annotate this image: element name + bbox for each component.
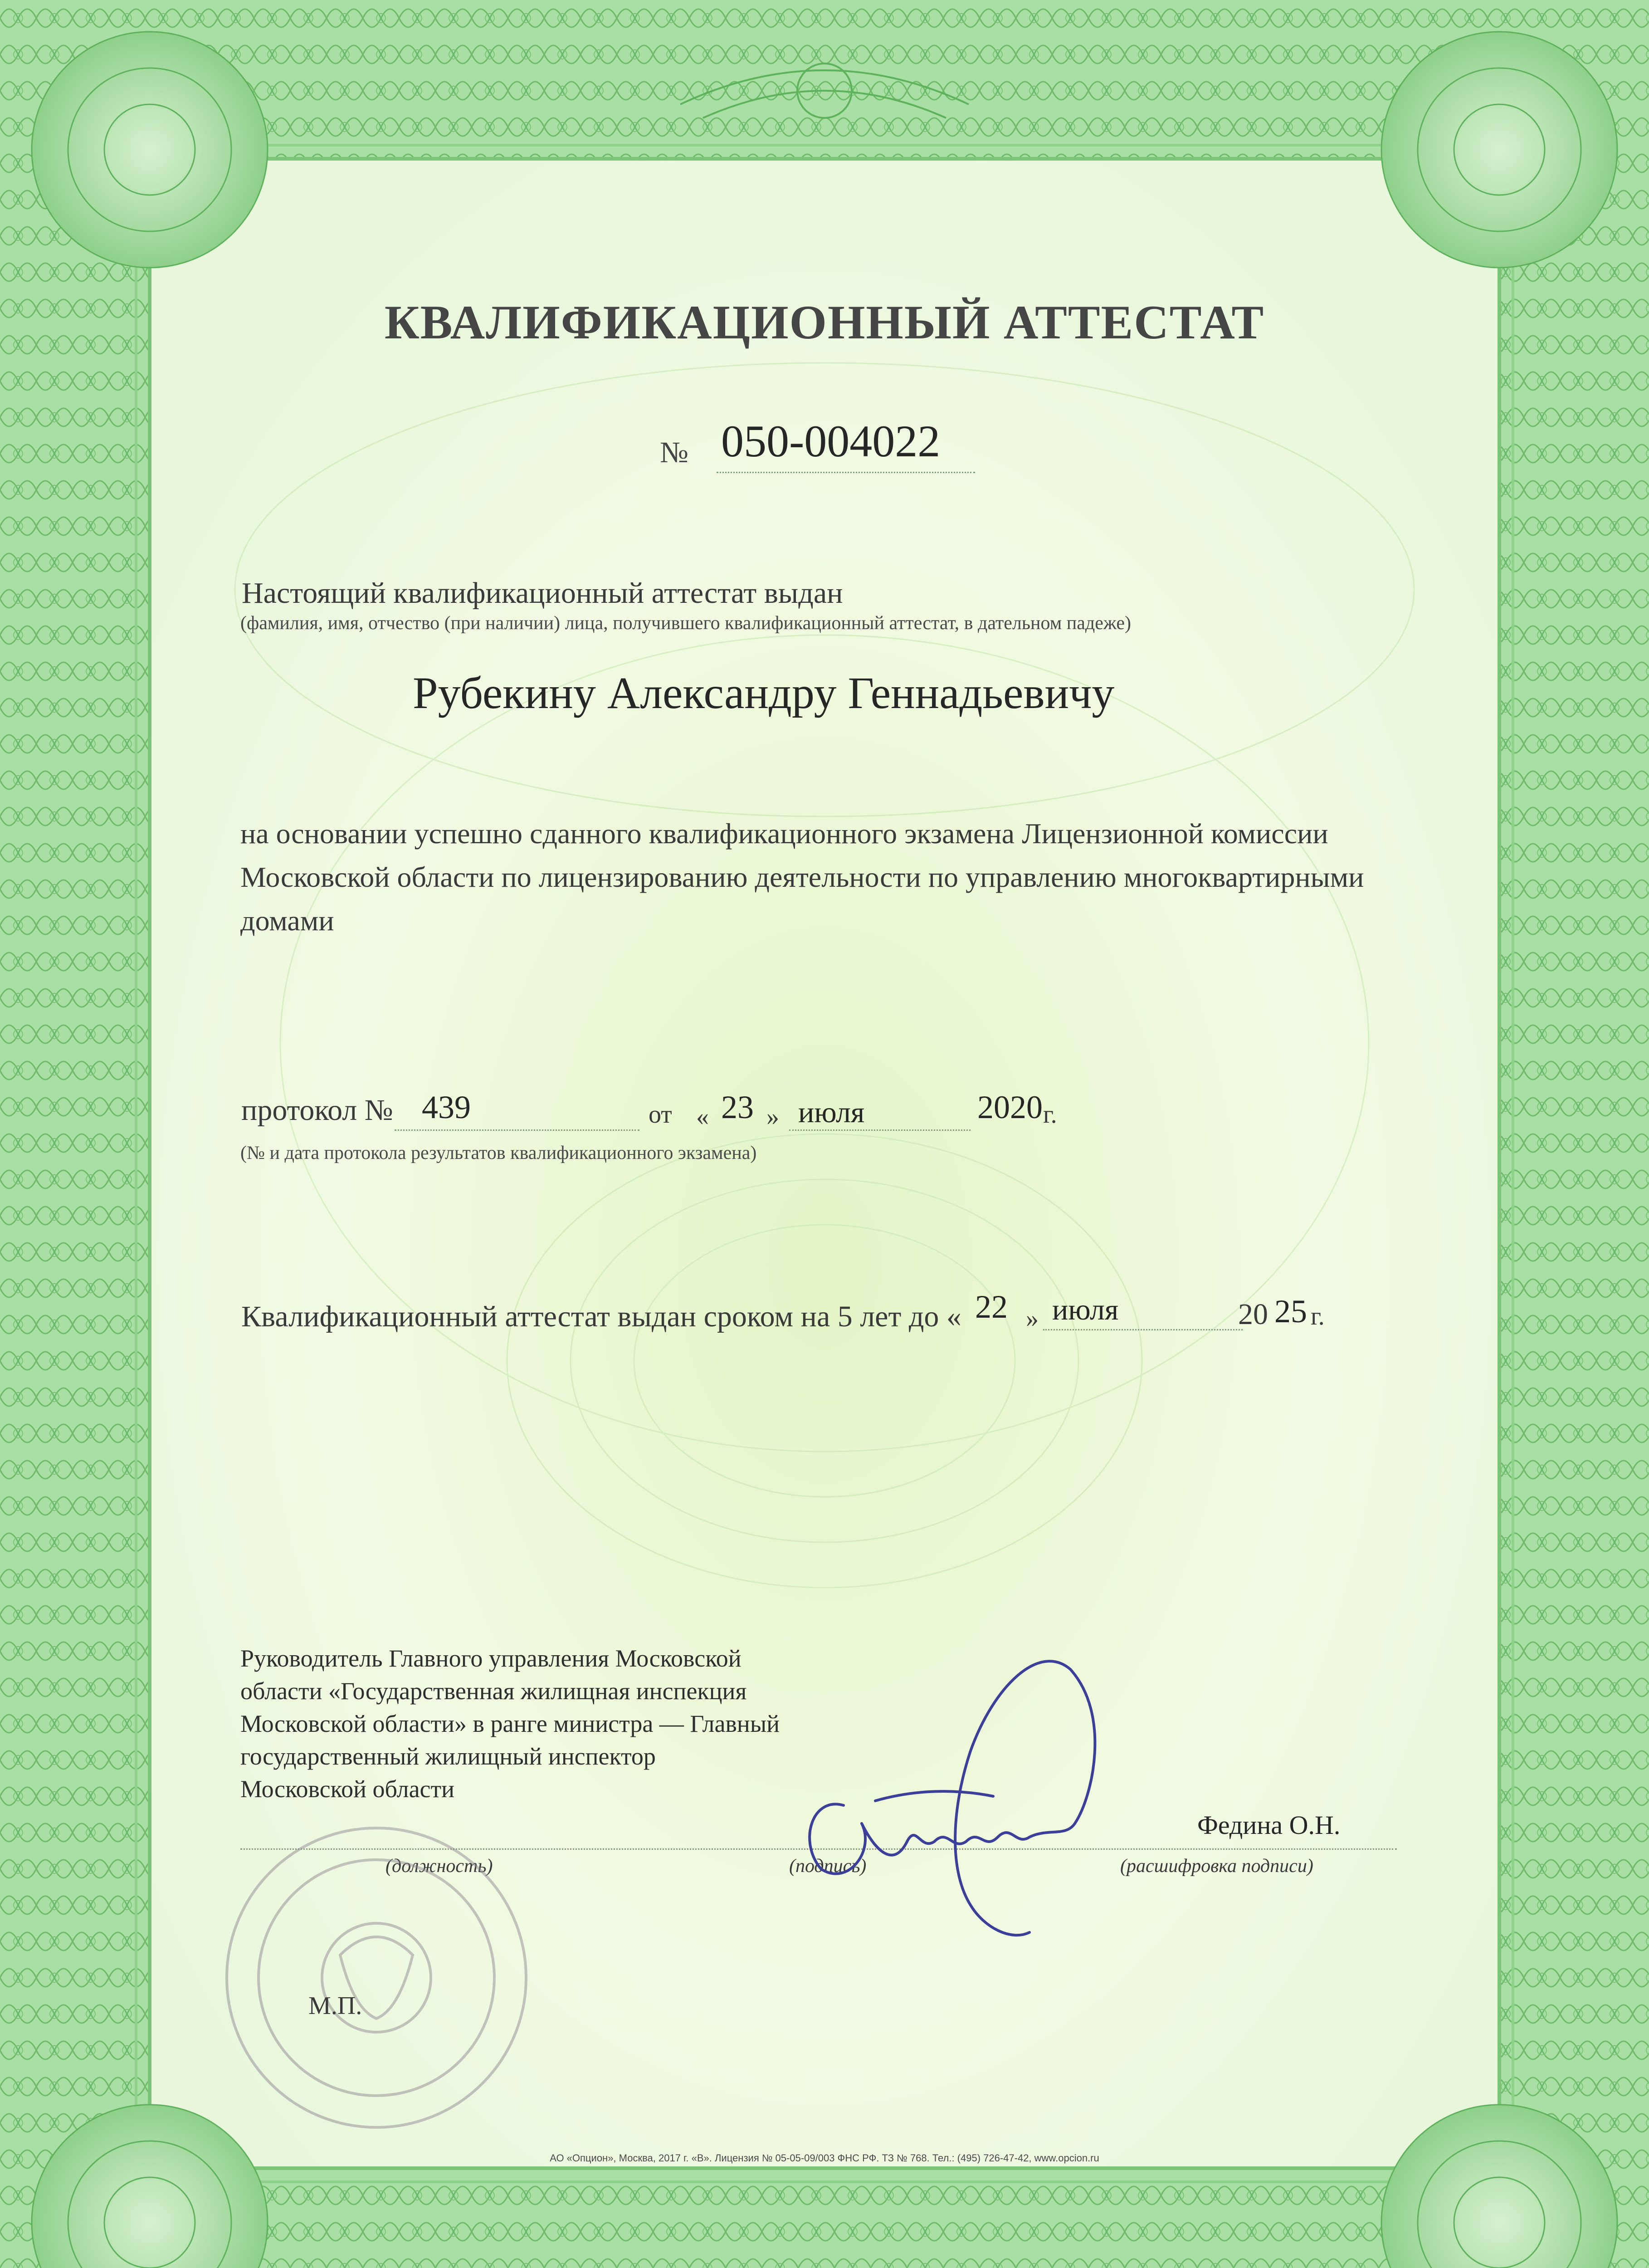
protocol-label: протокол № <box>241 1094 393 1127</box>
issued-hint: (фамилия, имя, отчество (при наличии) лица, получившего квалификационный аттестат, в дательном падеже) <box>240 613 1132 634</box>
corner-rosette-top-right <box>1381 32 1617 268</box>
caption-position: (должность) <box>385 1856 493 1877</box>
number-sign: № <box>660 436 688 469</box>
protocol-number: 439 <box>422 1089 471 1125</box>
validity-year-suffix: 25 <box>1274 1293 1307 1330</box>
issued-label: Настоящий квалификационный аттестат выдан <box>242 577 843 610</box>
validity-quote-close: » <box>1026 1305 1039 1333</box>
protocol-hint: (№ и дата протокола результатов квалификационного экзамена) <box>240 1143 757 1163</box>
protocol-number-underline <box>395 1129 639 1131</box>
signatory-name: Федина О.Н. <box>1197 1810 1341 1840</box>
caption-signature: (подпись) <box>789 1856 867 1877</box>
protocol-day: 23 <box>721 1089 754 1125</box>
validity-day: 22 <box>975 1289 1008 1325</box>
caption-decode: (расшифровка подписи) <box>1120 1856 1313 1877</box>
seal-place-label: М.П. <box>308 1992 362 2020</box>
protocol-quote-open: « <box>696 1103 709 1131</box>
corner-rosette-top-left <box>32 32 268 268</box>
document-title: КВАЛИФИКАЦИОННЫЙ АТТЕСТАТ <box>384 296 1265 349</box>
signatory-position: Руководитель Главного управления Московской области «Государственная жилищная инспекция Московской области» в ранге министра — Главный государственный жилищный инспектор Московской области <box>240 1645 780 1803</box>
protocol-month-underline <box>789 1129 971 1131</box>
validity-text: Квалификационный аттестат выдан сроком на 5 лет до « <box>241 1300 961 1333</box>
protocol-year-suffix: г. <box>1043 1100 1057 1129</box>
basis-text: на основании успешно сданного квалификационного экзамена Лицензионной комиссии Московской области по лицензированию деятельности по управлению многоквартирными домами <box>240 817 1364 937</box>
protocol-from-label: от <box>649 1100 672 1129</box>
certificate-number: 050-004022 <box>721 416 941 466</box>
official-stamp <box>190 1819 562 2136</box>
holder-name: Рубекину Александру Геннадьевичу <box>413 668 1115 718</box>
protocol-month: июля <box>798 1096 865 1129</box>
validity-year-g: г. <box>1311 1302 1325 1330</box>
printer-footer: АО «Опцион», Москва, 2017 г. «В». Лицензия № 05-05-09/003 ФНС РФ. ТЗ № 768. Тел.: (495) 726-47-42, www.opcion.ru <box>550 2152 1099 2164</box>
validity-year-prefix: 20 <box>1238 1298 1268 1331</box>
validity-month: июля <box>1052 1293 1119 1326</box>
handwritten-signature <box>757 1615 1188 1960</box>
number-underline <box>717 472 975 473</box>
validity-month-underline <box>1043 1329 1243 1330</box>
protocol-year: 2020 <box>977 1089 1043 1125</box>
protocol-quote-close: » <box>766 1103 779 1131</box>
